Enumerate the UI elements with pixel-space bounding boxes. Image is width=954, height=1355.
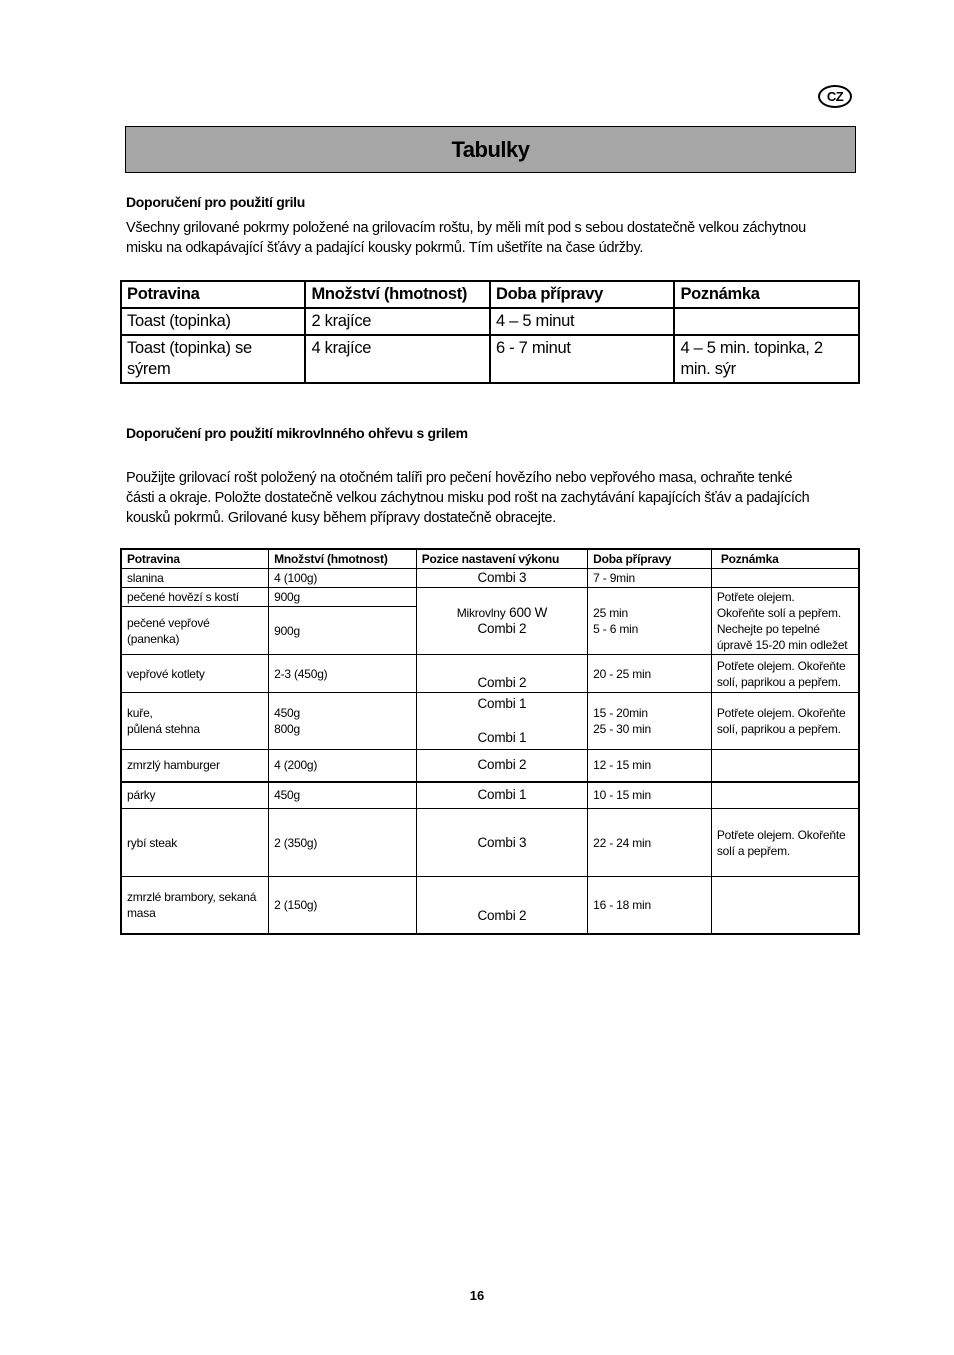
cell-line: kuře, bbox=[127, 706, 153, 720]
table-row bbox=[121, 809, 859, 877]
table-cell: rybí steak bbox=[121, 809, 269, 877]
cell-line: Combi 1 bbox=[477, 730, 527, 745]
cell-line: úpravě 15-20 min odležet bbox=[716, 638, 848, 652]
paragraph-line: misku na odkapávající šťávy a padající kousky pokrmů. Tím ušetříte na čase údržby. bbox=[126, 240, 644, 256]
cell-line: Nechejte po tepelné bbox=[716, 622, 820, 636]
table-cell bbox=[121, 693, 269, 750]
section-combi-paragraph bbox=[126, 468, 856, 528]
table-cell bbox=[711, 569, 859, 588]
section-combi-heading: Doporučení pro použití mikrovlnného ohřevu s grilem bbox=[126, 425, 468, 441]
language-badge: CZ bbox=[818, 85, 852, 108]
paragraph-line: Všechny grilované pokrmy položené na grilovacím roštu, by měli mít pod s sebou dostatečně velkou záchytnou bbox=[126, 220, 806, 236]
paragraph-line: Použijte grilovací rošt položený na otočném talíři pro pečení hovězího nebo vepřového masa, ochraňte tenké bbox=[126, 470, 793, 486]
table-header-cell: Množství (hmotnost) bbox=[305, 281, 490, 308]
table-cell bbox=[674, 308, 859, 335]
section-grill-paragraph bbox=[126, 218, 856, 258]
table-cell: zmrzlé brambory, sekaná masa bbox=[121, 877, 269, 934]
grill-table bbox=[120, 280, 860, 384]
table-cell bbox=[711, 588, 859, 655]
table-cell: 900g bbox=[269, 588, 417, 607]
table-header-cell: Potravina bbox=[121, 549, 269, 569]
table-header-row bbox=[121, 281, 859, 308]
table-cell: 2 (150g) bbox=[269, 877, 417, 934]
table-header-cell: Doba přípravy bbox=[490, 281, 674, 308]
table-cell bbox=[711, 693, 859, 750]
cell-line: Combi 1 bbox=[477, 696, 527, 711]
table-header-cell: Potravina bbox=[121, 281, 305, 308]
table-cell: pečené vepřové (panenka) bbox=[121, 607, 269, 655]
cell-line: Potřete olejem. Okořeňte bbox=[716, 658, 846, 673]
table-cell: Combi 3 bbox=[416, 809, 587, 877]
table-cell bbox=[416, 588, 587, 655]
table-cell bbox=[416, 693, 587, 750]
table-cell: Toast (topinka) bbox=[121, 308, 305, 335]
table-cell: vepřové kotlety bbox=[121, 655, 269, 693]
power-watt-label: 600 W bbox=[509, 605, 548, 620]
table-cell: pečené hovězí s kostí bbox=[121, 588, 269, 607]
cell-line: solí a pepřem. bbox=[716, 843, 791, 858]
table-cell bbox=[588, 693, 712, 750]
page-title: Tabulky bbox=[451, 136, 530, 162]
table-cell: 2-3 (450g) bbox=[269, 655, 417, 693]
table-header-cell: Poznámka bbox=[711, 549, 859, 569]
table-cell: 450g bbox=[269, 782, 417, 809]
cell-line: 5 - 6 min bbox=[593, 622, 639, 636]
table-cell: 7 - 9min bbox=[588, 569, 712, 588]
cell-line: Potřete olejem. Okořeňte bbox=[716, 706, 846, 720]
table-cell: Toast (topinka) se sýrem bbox=[121, 335, 305, 383]
table-cell: 4 (100g) bbox=[269, 569, 417, 588]
table-cell bbox=[711, 655, 859, 693]
table-cell: 900g bbox=[269, 607, 417, 655]
cell-line: Potřete olejem. Okořeňte bbox=[716, 827, 846, 842]
table-cell: 22 - 24 min bbox=[588, 809, 712, 877]
table-cell: párky bbox=[121, 782, 269, 809]
table-cell: Combi 2 bbox=[416, 750, 587, 782]
table-header-cell: Poznámka bbox=[674, 281, 859, 308]
table-header-cell: Doba přípravy bbox=[588, 549, 712, 569]
table-cell: 2 (350g) bbox=[269, 809, 417, 877]
table-header-cell: Množství (hmotnost) bbox=[269, 549, 417, 569]
table-header-row bbox=[121, 549, 859, 569]
cell-line: půlená stehna bbox=[127, 722, 200, 736]
cell-line: solí, paprikou a pepřem. bbox=[716, 674, 841, 689]
cell-line: 25 min bbox=[593, 606, 628, 620]
combi-table bbox=[120, 548, 860, 935]
table-row bbox=[121, 588, 859, 607]
table-cell: 2 krajíce bbox=[305, 308, 490, 335]
table-cell bbox=[711, 782, 859, 809]
table-cell: 10 - 15 min bbox=[588, 782, 712, 809]
table-cell bbox=[588, 588, 712, 655]
cell-line: Okořeňte solí a pepřem. bbox=[716, 606, 841, 620]
section-grill-heading: Doporučení pro použití grilu bbox=[126, 194, 306, 210]
page-title-bar bbox=[125, 126, 856, 173]
power-combi-label: Combi 2 bbox=[477, 621, 527, 636]
table-cell: Combi 2 bbox=[416, 655, 587, 693]
table-cell: 4 – 5 min. topinka, 2 min. sýr bbox=[674, 335, 859, 383]
table-cell: slanina bbox=[121, 569, 269, 588]
table-cell: 20 - 25 min bbox=[588, 655, 712, 693]
table-cell: 4 – 5 minut bbox=[490, 308, 674, 335]
table-cell: Combi 1 bbox=[416, 782, 587, 809]
cell-line: Potřete olejem. bbox=[716, 590, 795, 604]
table-row bbox=[121, 877, 859, 934]
table-row bbox=[121, 655, 859, 693]
paragraph-line: části a okraje. Položte dostatečně velkou záchytnou misku pod rošt na zachytávání kapajících šťáv a padajících bbox=[126, 490, 810, 506]
cell-line: 800g bbox=[274, 722, 300, 736]
table-row bbox=[121, 782, 859, 809]
table-cell: Combi 2 bbox=[416, 877, 587, 934]
table-cell: Combi 3 bbox=[416, 569, 587, 588]
cell-line: 15 - 20min bbox=[593, 706, 648, 720]
table-cell: 12 - 15 min bbox=[588, 750, 712, 782]
cell-line: 450g bbox=[274, 706, 300, 720]
table-row bbox=[121, 335, 859, 383]
table-cell bbox=[711, 750, 859, 782]
table-row bbox=[121, 569, 859, 588]
paragraph-line: kousků pokrmů. Grilované kusy během přípravy dostatečně obracejte. bbox=[126, 510, 556, 526]
table-header-cell: Pozice nastavení výkonu bbox=[416, 549, 587, 569]
cell-line: 25 - 30 min bbox=[593, 722, 652, 736]
table-cell: 6 - 7 minut bbox=[490, 335, 674, 383]
table-cell: 4 krajíce bbox=[305, 335, 490, 383]
table-row bbox=[121, 693, 859, 750]
table-cell: 16 - 18 min bbox=[588, 877, 712, 934]
table-cell bbox=[711, 809, 859, 877]
table-cell bbox=[269, 693, 417, 750]
table-row bbox=[121, 750, 859, 782]
power-mode-label: Mikrovlny bbox=[456, 606, 506, 620]
table-cell bbox=[711, 877, 859, 934]
table-row bbox=[121, 308, 859, 335]
table-cell: zmrzlý hamburger bbox=[121, 750, 269, 782]
cell-line: solí, paprikou a pepřem. bbox=[716, 722, 841, 736]
page-number: 16 bbox=[469, 1288, 485, 1303]
table-cell: 4 (200g) bbox=[269, 750, 417, 782]
